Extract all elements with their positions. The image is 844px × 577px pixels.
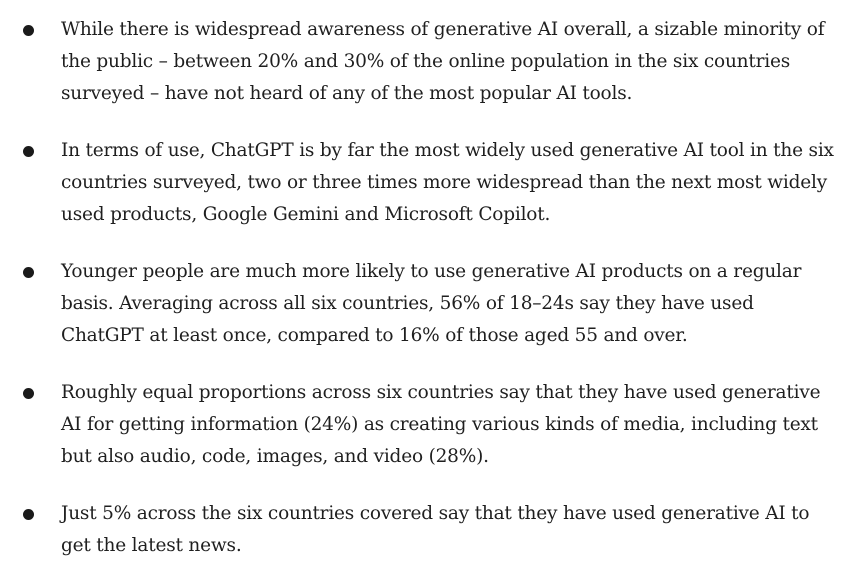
bullet-icon — [23, 25, 34, 36]
bullet-icon — [23, 388, 34, 399]
list-item — [0, 498, 844, 562]
bullet-icon — [23, 509, 34, 520]
list-item-text: In terms of use, ChatGPT is by far the most widely used generative AI tool in the six countries surveyed, two or three times more widespread than the next most widely used products, Google Gemini and Microsoft Copilot. — [61, 140, 834, 225]
list-item-text: Younger people are much more likely to use generative AI products on a regular basis. Averaging across all six countries, 56% of 18–24s say they have used ChatGPT at least once, compared to 16% of those aged 55 and over. — [61, 261, 802, 346]
list-item-text: Just 5% across the six countries covered say that they have used generative AI to get the latest news. — [61, 503, 810, 556]
bullet-icon — [23, 146, 34, 157]
list-item — [0, 256, 844, 352]
list-item — [0, 377, 844, 473]
list-item-text: While there is widespread awareness of generative AI overall, a sizable minority of the public – between 20% and 30% of the online population in the six countries surveyed – have not heard of any of the most popular AI tools. — [61, 19, 825, 104]
list-item — [0, 135, 844, 231]
list-item — [0, 14, 844, 110]
bullet-icon — [23, 267, 34, 278]
list-item-text: Roughly equal proportions across six countries say that they have used generative AI for getting information (24%) as creating various kinds of media, including text but also audio, code, images, and video (28%). — [61, 382, 821, 467]
